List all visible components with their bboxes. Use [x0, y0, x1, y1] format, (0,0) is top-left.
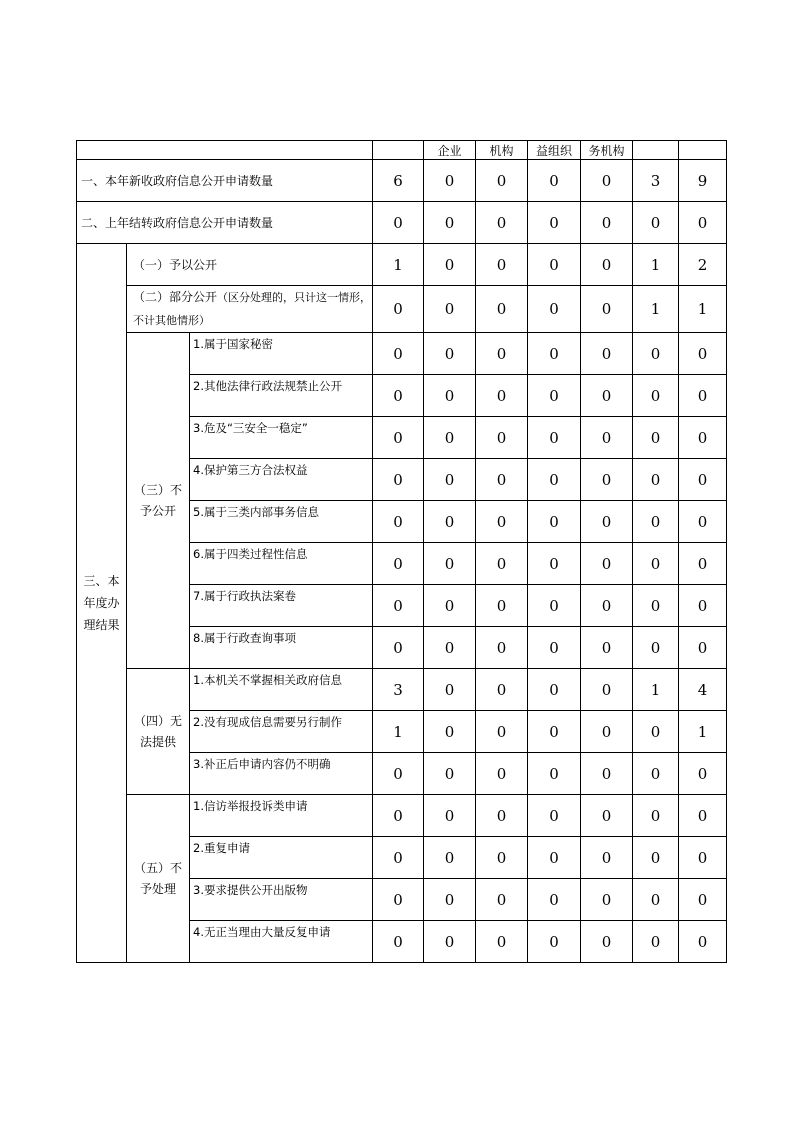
value-cell: 0 [581, 669, 633, 711]
value-cell: 2 [679, 244, 727, 286]
value-cell: 0 [476, 921, 528, 963]
value-cell: 0 [581, 795, 633, 837]
table-row [77, 244, 727, 286]
value-cell: 0 [424, 543, 476, 585]
row-label: （一）予以公开 [127, 244, 373, 286]
value-cell: 0 [424, 286, 476, 333]
value-cell: 0 [528, 501, 581, 543]
value-cell: 1 [679, 286, 727, 333]
table-row [77, 333, 727, 375]
value-cell: 0 [373, 286, 424, 333]
value-cell: 0 [424, 753, 476, 795]
value-cell: 0 [581, 160, 633, 202]
row-label: 6.属于四类过程性信息 [190, 543, 373, 585]
value-cell: 0 [633, 501, 679, 543]
value-cell: 0 [424, 459, 476, 501]
value-cell: 1 [633, 669, 679, 711]
row-label: 2.重复申请 [190, 837, 373, 879]
value-cell: 0 [581, 286, 633, 333]
value-cell: 0 [424, 837, 476, 879]
value-cell: 0 [476, 459, 528, 501]
header-cell [679, 141, 727, 160]
value-cell: 0 [373, 837, 424, 879]
value-cell: 0 [373, 795, 424, 837]
value-cell: 0 [373, 501, 424, 543]
value-cell: 0 [633, 585, 679, 627]
row-label: 4.无正当理由大量反复申请 [190, 921, 373, 963]
value-cell: 0 [679, 921, 727, 963]
value-cell: 0 [633, 375, 679, 417]
value-cell: 0 [528, 202, 581, 244]
header-label-cell [77, 141, 373, 160]
value-cell: 0 [581, 244, 633, 286]
header-cell: 益组织 [528, 141, 581, 160]
value-cell: 0 [581, 417, 633, 459]
value-cell: 0 [373, 627, 424, 669]
value-cell: 0 [679, 375, 727, 417]
value-cell: 0 [424, 417, 476, 459]
table-row [77, 160, 727, 202]
value-cell: 0 [633, 459, 679, 501]
value-cell: 0 [476, 417, 528, 459]
value-cell: 0 [373, 459, 424, 501]
value-cell: 0 [373, 921, 424, 963]
value-cell: 0 [528, 921, 581, 963]
row-label: 3.要求提供公开出版物 [190, 879, 373, 921]
value-cell: 0 [633, 333, 679, 375]
value-cell: 0 [424, 375, 476, 417]
disclosure-report-table [76, 140, 727, 963]
value-cell: 0 [581, 459, 633, 501]
value-cell: 0 [424, 711, 476, 753]
value-cell: 0 [679, 501, 727, 543]
value-cell: 0 [528, 711, 581, 753]
value-cell: 0 [633, 879, 679, 921]
value-cell: 0 [424, 501, 476, 543]
value-cell: 0 [528, 375, 581, 417]
row-label [127, 286, 373, 333]
value-cell: 0 [476, 669, 528, 711]
value-cell: 0 [528, 837, 581, 879]
value-cell: 0 [581, 543, 633, 585]
value-cell: 1 [633, 244, 679, 286]
table-row [77, 795, 727, 837]
value-cell: 0 [581, 627, 633, 669]
value-cell: 0 [528, 795, 581, 837]
row-label: 2.没有现成信息需要另行制作 [190, 711, 373, 753]
header-cell [633, 141, 679, 160]
header-cell [373, 141, 424, 160]
value-cell: 0 [581, 879, 633, 921]
value-cell: 0 [581, 202, 633, 244]
group-label: （四）无法提供 [127, 669, 190, 795]
value-cell: 0 [679, 795, 727, 837]
row-label: 4.保护第三方合法权益 [190, 459, 373, 501]
value-cell: 0 [424, 160, 476, 202]
value-cell: 0 [679, 627, 727, 669]
value-cell: 0 [633, 795, 679, 837]
value-cell: 4 [679, 669, 727, 711]
value-cell: 3 [633, 160, 679, 202]
value-cell: 0 [476, 501, 528, 543]
value-cell: 0 [528, 333, 581, 375]
row-label: 1.本机关不掌握相关政府信息 [190, 669, 373, 711]
value-cell: 1 [633, 286, 679, 333]
value-cell: 6 [373, 160, 424, 202]
value-cell: 0 [581, 753, 633, 795]
value-cell: 0 [581, 711, 633, 753]
value-cell: 0 [581, 501, 633, 543]
value-cell: 0 [476, 753, 528, 795]
value-cell: 0 [373, 585, 424, 627]
row-label: 1.属于国家秘密 [190, 333, 373, 375]
value-cell: 0 [424, 585, 476, 627]
value-cell: 0 [476, 333, 528, 375]
value-cell: 0 [476, 627, 528, 669]
value-cell: 0 [373, 543, 424, 585]
section2-label: 二、上年结转政府信息公开申请数量 [77, 202, 373, 244]
value-cell: 1 [373, 244, 424, 286]
value-cell: 0 [679, 879, 727, 921]
row-label-main: （二）部分公开 [133, 290, 218, 304]
value-cell: 0 [581, 585, 633, 627]
value-cell: 0 [476, 286, 528, 333]
section3-label: 三、本年度办理结果 [77, 244, 127, 963]
value-cell: 0 [528, 627, 581, 669]
value-cell: 0 [476, 585, 528, 627]
table-row [77, 669, 727, 711]
value-cell: 0 [581, 921, 633, 963]
value-cell: 0 [424, 795, 476, 837]
value-cell: 0 [633, 417, 679, 459]
value-cell: 0 [528, 753, 581, 795]
value-cell: 0 [528, 669, 581, 711]
value-cell: 0 [373, 202, 424, 244]
row-label: 5.属于三类内部事务信息 [190, 501, 373, 543]
value-cell: 0 [633, 711, 679, 753]
row-label: 7.属于行政执法案卷 [190, 585, 373, 627]
row-label: 3.补正后申请内容仍不明确 [190, 753, 373, 795]
value-cell: 0 [476, 375, 528, 417]
value-cell: 0 [581, 375, 633, 417]
value-cell: 0 [373, 333, 424, 375]
table-row [77, 286, 727, 333]
header-cell: 务机构 [581, 141, 633, 160]
value-cell: 0 [528, 286, 581, 333]
header-cell: 企业 [424, 141, 476, 160]
header-row [77, 141, 727, 160]
value-cell: 0 [581, 333, 633, 375]
value-cell: 0 [476, 795, 528, 837]
group-label: （五）不予处理 [127, 795, 190, 963]
row-label: 8.属于行政查询事项 [190, 627, 373, 669]
value-cell: 0 [679, 333, 727, 375]
value-cell: 0 [633, 921, 679, 963]
value-cell: 0 [424, 202, 476, 244]
value-cell: 0 [528, 543, 581, 585]
value-cell: 1 [679, 711, 727, 753]
value-cell: 0 [476, 711, 528, 753]
value-cell: 0 [476, 244, 528, 286]
value-cell: 0 [528, 585, 581, 627]
value-cell: 0 [476, 202, 528, 244]
value-cell: 0 [424, 879, 476, 921]
value-cell: 0 [528, 417, 581, 459]
row-label-note: （区分处理的，只计这一情形，不计其他情形） [133, 291, 372, 327]
section1-label: 一、本年新收政府信息公开申请数量 [77, 160, 373, 202]
value-cell: 0 [581, 837, 633, 879]
value-cell: 3 [373, 669, 424, 711]
value-cell: 0 [633, 627, 679, 669]
value-cell: 0 [679, 753, 727, 795]
value-cell: 0 [424, 333, 476, 375]
value-cell: 9 [679, 160, 727, 202]
value-cell: 0 [528, 244, 581, 286]
value-cell: 0 [476, 160, 528, 202]
value-cell: 0 [424, 627, 476, 669]
row-label: 1.信访举报投诉类申请 [190, 795, 373, 837]
value-cell: 0 [633, 202, 679, 244]
value-cell: 0 [424, 244, 476, 286]
value-cell: 0 [633, 543, 679, 585]
value-cell: 0 [424, 669, 476, 711]
value-cell: 0 [679, 459, 727, 501]
value-cell: 0 [476, 879, 528, 921]
value-cell: 0 [373, 375, 424, 417]
value-cell: 0 [633, 837, 679, 879]
value-cell: 0 [373, 417, 424, 459]
header-cell: 机构 [476, 141, 528, 160]
value-cell: 0 [476, 543, 528, 585]
value-cell: 1 [373, 711, 424, 753]
value-cell: 0 [476, 837, 528, 879]
row-label: 2.其他法律行政法规禁止公开 [190, 375, 373, 417]
value-cell: 0 [679, 417, 727, 459]
value-cell: 0 [528, 879, 581, 921]
value-cell: 0 [679, 585, 727, 627]
value-cell: 0 [679, 543, 727, 585]
value-cell: 0 [373, 879, 424, 921]
value-cell: 0 [679, 202, 727, 244]
value-cell: 0 [633, 753, 679, 795]
row-label: 3.危及“三安全一稳定” [190, 417, 373, 459]
value-cell: 0 [528, 459, 581, 501]
table-row [77, 202, 727, 244]
group-label: （三）不予公开 [127, 333, 190, 669]
value-cell: 0 [528, 160, 581, 202]
value-cell: 0 [679, 837, 727, 879]
value-cell: 0 [424, 921, 476, 963]
value-cell: 0 [373, 753, 424, 795]
